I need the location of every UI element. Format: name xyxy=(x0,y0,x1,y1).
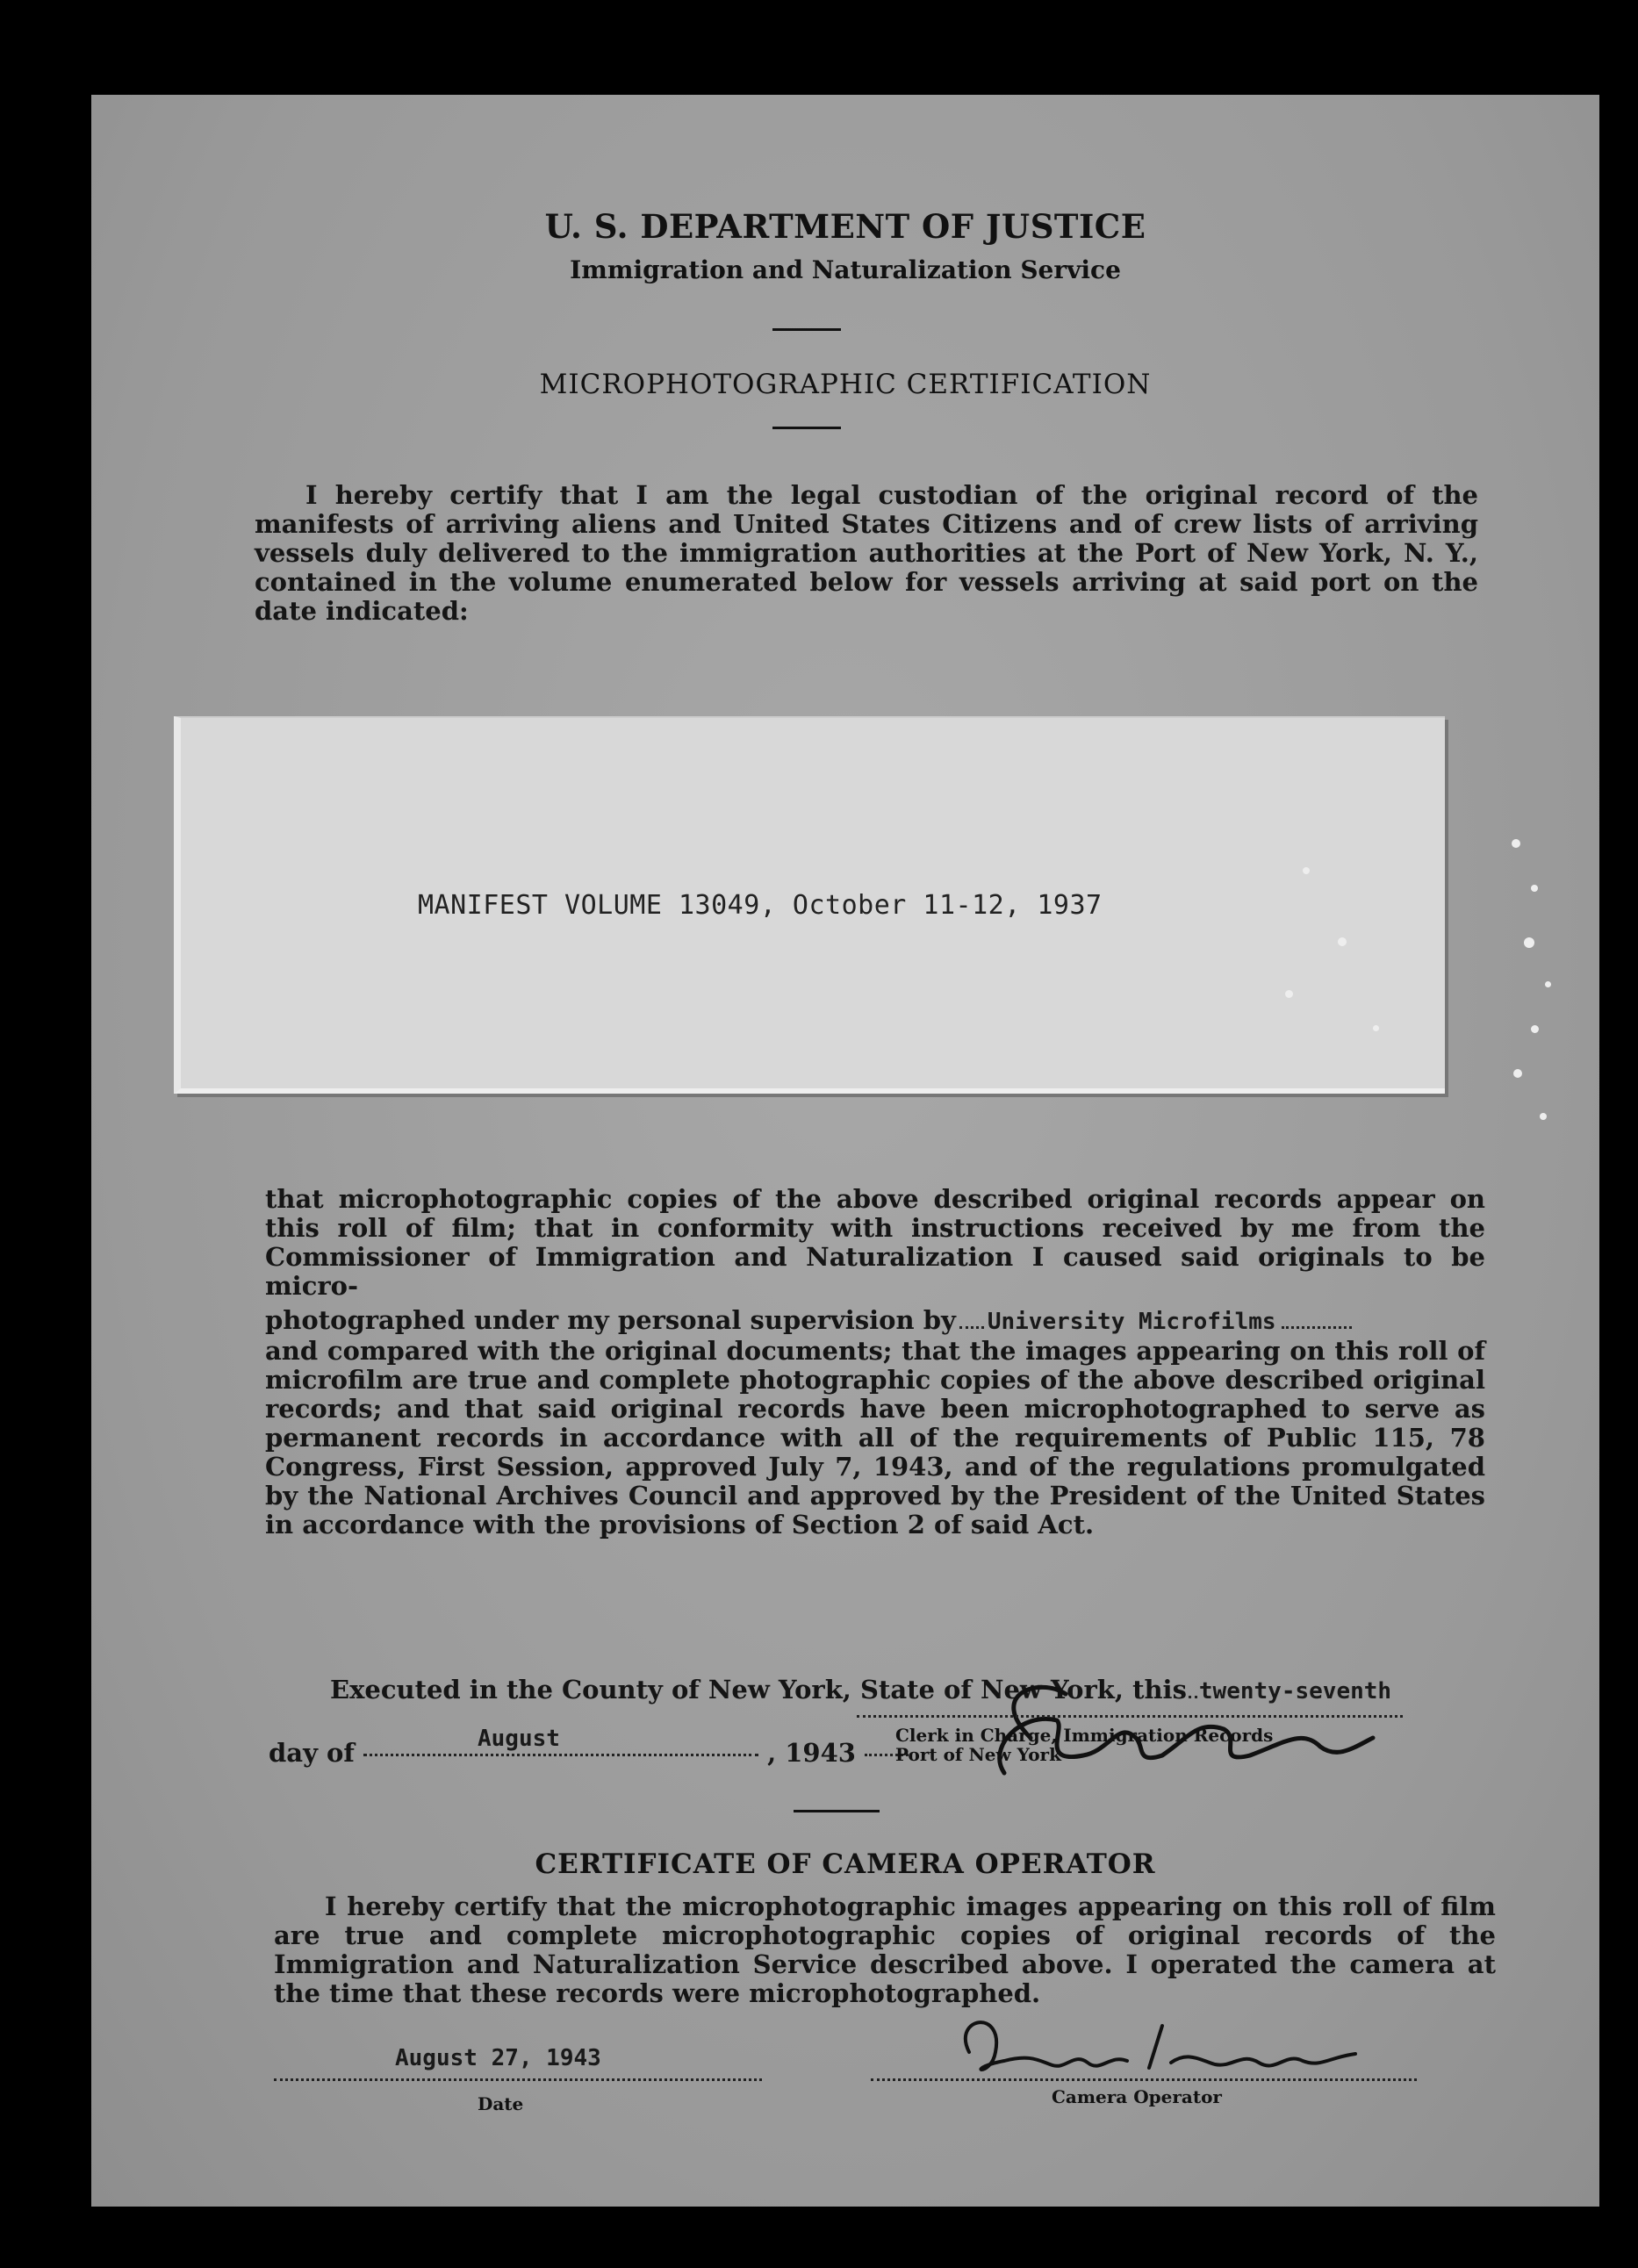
day-of-label: day of xyxy=(269,1738,355,1768)
month-value: August xyxy=(478,1726,560,1752)
dotted-leader xyxy=(959,1326,984,1329)
month-dotted-line xyxy=(363,1754,758,1756)
divider xyxy=(772,427,841,429)
clerk-title xyxy=(895,1726,1273,1764)
clerk-title-line2: Port of New York xyxy=(895,1744,1061,1765)
agency-title: U. S. DEPARTMENT OF JUSTICE xyxy=(544,207,1146,246)
camera-operator-heading: CERTIFICATE OF CAMERA OPERATOR xyxy=(535,1848,1156,1880)
year-text: , 1943 xyxy=(767,1738,856,1768)
certification-intro: I hereby certify that I am the legal custodian of the original record of the manifests of arriving aliens and United States Citizens and of crew lists of arriving vessels duly delivered to the immigration authorities at the Port of New York, N. Y., contained in the volume enumerated below for vessels arriving at said port on the date indicated: xyxy=(255,480,1478,626)
operator-date-value: August 27, 1943 xyxy=(395,2045,601,2071)
supervisor-value: University Microfilms xyxy=(987,1309,1276,1335)
manifest-volume-card xyxy=(174,716,1445,1094)
supervision-text: photographed under my personal supervision by xyxy=(265,1305,956,1335)
certification-heading: MICROPHOTOGRAPHIC CERTIFICATION xyxy=(539,369,1152,400)
clerk-signature-line xyxy=(857,1715,1403,1718)
executed-text: Executed in the County of New York, State of New York, this xyxy=(330,1675,1187,1705)
clerk-title-line1: Clerk in Charge, Immigration Records xyxy=(895,1725,1274,1746)
certification-body-part3: and compared with the original documents; that the images appearing on this roll of microfilm are true and complete photographic copies of the above described original records; and that said original records have been microphotographed to serve as permanent records in accordance with all of the requirements of Public 115, 78 Congress, First Session, approved July 7, 1943, and of the regulations promulgated by the National Archives Council and approved by the President of the United States in accordance with the provisions of Section 2 of said Act. xyxy=(265,1336,1485,1540)
supervisor-line xyxy=(265,1306,1485,1337)
date-label: Date xyxy=(478,2093,524,2114)
operator-signature-line xyxy=(871,2078,1417,2081)
manifest-volume-label: MANIFEST VOLUME 13049, October 11-12, 1937 xyxy=(418,890,1103,921)
divider xyxy=(772,328,841,331)
certificate-sheet xyxy=(91,95,1599,2207)
camera-operator-text: I hereby certify that the microphotographic images appearing on this roll of film are true and complete microphotographic copies of original records of the Immigration and Naturalization Service described above. I operated the camera at the time that these records were microphotographed. xyxy=(274,1891,1496,2008)
operator-signature xyxy=(899,1999,1390,2096)
certification-body-part1: that microphotographic copies of the above described original records appear on this roll of film; that in conformity with instructions received by me from the Commissioner of Immigration and Naturalization I caused said originals to be micro- xyxy=(265,1184,1485,1301)
day-of-line xyxy=(269,1738,971,1768)
date-line xyxy=(274,2078,762,2081)
divider xyxy=(794,1810,880,1812)
service-subtitle: Immigration and Naturalization Service xyxy=(570,255,1121,284)
dotted-leader xyxy=(1282,1326,1352,1329)
certification-body xyxy=(265,1185,1485,1540)
day-value: twenty-seventh xyxy=(1198,1678,1392,1705)
camera-operator-label: Camera Operator xyxy=(1052,2086,1222,2107)
